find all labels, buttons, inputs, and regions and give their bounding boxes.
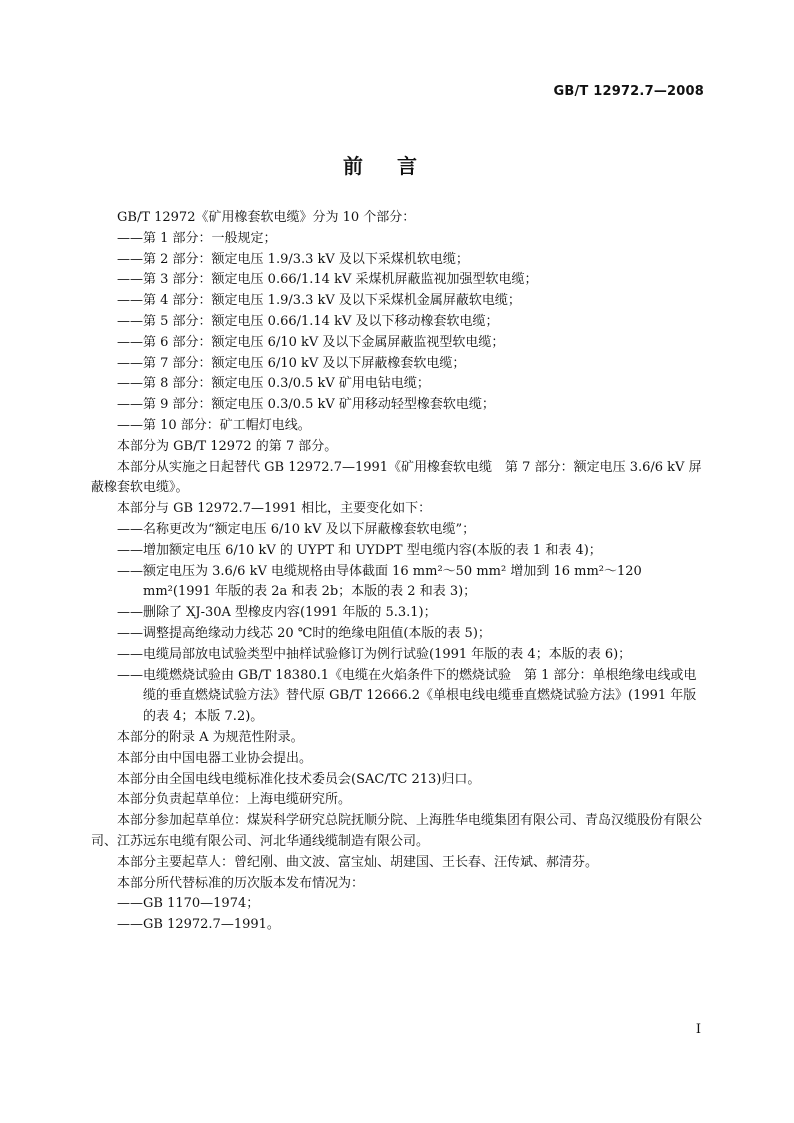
history-item: ——GB 1170—1974； [117,896,260,912]
body-paragraph: 本部分参加起草单位：煤炭科学研究总院抚顺分院、上海胜华电缆集团有限公司、青岛汉缆股份有限公司、江苏远东电缆有限公司、河北华通线缆制造有限公司。 [91,813,703,849]
change-item: ——增加额定电压 6/10 kV 的 UYPT 和 UYDPT 型电缆内容(本版的表 1 和表 4)； [117,542,602,558]
foreword-body [91,208,707,936]
part-item: ——第 1 部分：一般规定； [117,230,277,246]
body-paragraph: 本部分的附录 A 为规范性附录。 [117,729,304,745]
change-item: ——额定电压为 3.6/6 kV 电缆规格由导体截面 16 mm²～50 mm² 增加到 16 mm²～120 mm²(1991 年版的表 2a 和表 2b；本版的表 2 和表 3)； [117,563,642,600]
part-item: ——第 5 部分：额定电压 0.66/1.14 kV 及以下移动橡套软电缆； [117,313,499,329]
page-title: 前言 [343,154,451,178]
part-item: ——第 7 部分：额定电压 6/10 kV 及以下屏蔽橡套软电缆； [117,355,466,371]
part-item: ——第 2 部分：额定电压 1.9/3.3 kV 及以下采煤机软电缆； [117,251,469,267]
body-paragraph: 本部分由中国电器工业协会提出。 [117,750,313,766]
intro-line: GB/T 12972《矿用橡套软电缆》分为 10 个部分： [117,210,416,225]
part-item: ——第 8 部分：额定电压 0.3/0.5 kV 矿用电钻电缆； [117,376,430,392]
page-number: I [695,1022,701,1037]
body-paragraph: 本部分由全国电线电缆标准化技术委员会(SAC/TC 213)归口。 [117,771,481,787]
change-item: ——电缆燃烧试验由 GB/T 18380.1《电缆在火焰条件下的燃烧试验 第 1 部分：单根绝缘电线或电缆的垂直燃烧试验方法》替代原 GB/T 12666.2《单根电线电缆垂直燃烧试验方法》(1991 年版的表 4；本版 7.2)。 [117,667,697,725]
change-item: ——电缆局部放电试验类型中抽样试验修订为例行试验(1991 年版的表 4；本版的表 6)； [117,646,632,662]
part-item: ——第 10 部分：矿工帽灯电线。 [117,417,311,433]
body-paragraph: 本部分为 GB/T 12972 的第 7 部分。 [117,438,338,454]
part-item: ——第 4 部分：额定电压 1.9/3.3 kV 及以下采煤机金属屏蔽软电缆； [117,293,521,309]
part-item: ——第 3 部分：额定电压 0.66/1.14 kV 采煤机屏蔽监视加强型软电缆； [117,272,538,288]
part-item: ——第 9 部分：额定电压 0.3/0.5 kV 矿用移动轻型橡套软电缆； [117,397,495,413]
body-paragraph: 本部分负责起草单位：上海电缆研究所。 [117,792,352,808]
body-paragraph: 本部分与 GB 12972.7—1991 相比，主要变化如下： [117,501,432,517]
history-item: ——GB 12972.7—1991。 [117,917,280,933]
body-paragraph: 本部分主要起草人：曾纪刚、曲文波、富宝灿、胡建国、王长春、汪传斌、郝清芬。 [117,854,599,870]
body-paragraph: 本部分所代替标准的历次版本发布情况为： [117,875,365,891]
body-paragraph: 本部分从实施之日起替代 GB 12972.7—1991《矿用橡套软电缆 第 7 部分：额定电压 3.6/6 kV 屏蔽橡套软电缆》。 [91,459,702,496]
part-item: ——第 6 部分：额定电压 6/10 kV 及以下金属屏蔽监视型软电缆； [117,334,505,350]
change-item: ——删除了 XJ-30A 型橡皮内容(1991 年版的 5.3.1)； [117,605,437,621]
change-item: ——名称更改为“额定电压 6/10 kV 及以下屏蔽橡套软电缆”； [117,521,476,537]
change-item: ——调整提高绝缘动力线芯 20 ℃时的绝缘电阻值(本版的表 5)； [117,625,491,641]
standard-code: GB/T 12972.7—2008 [553,84,704,99]
